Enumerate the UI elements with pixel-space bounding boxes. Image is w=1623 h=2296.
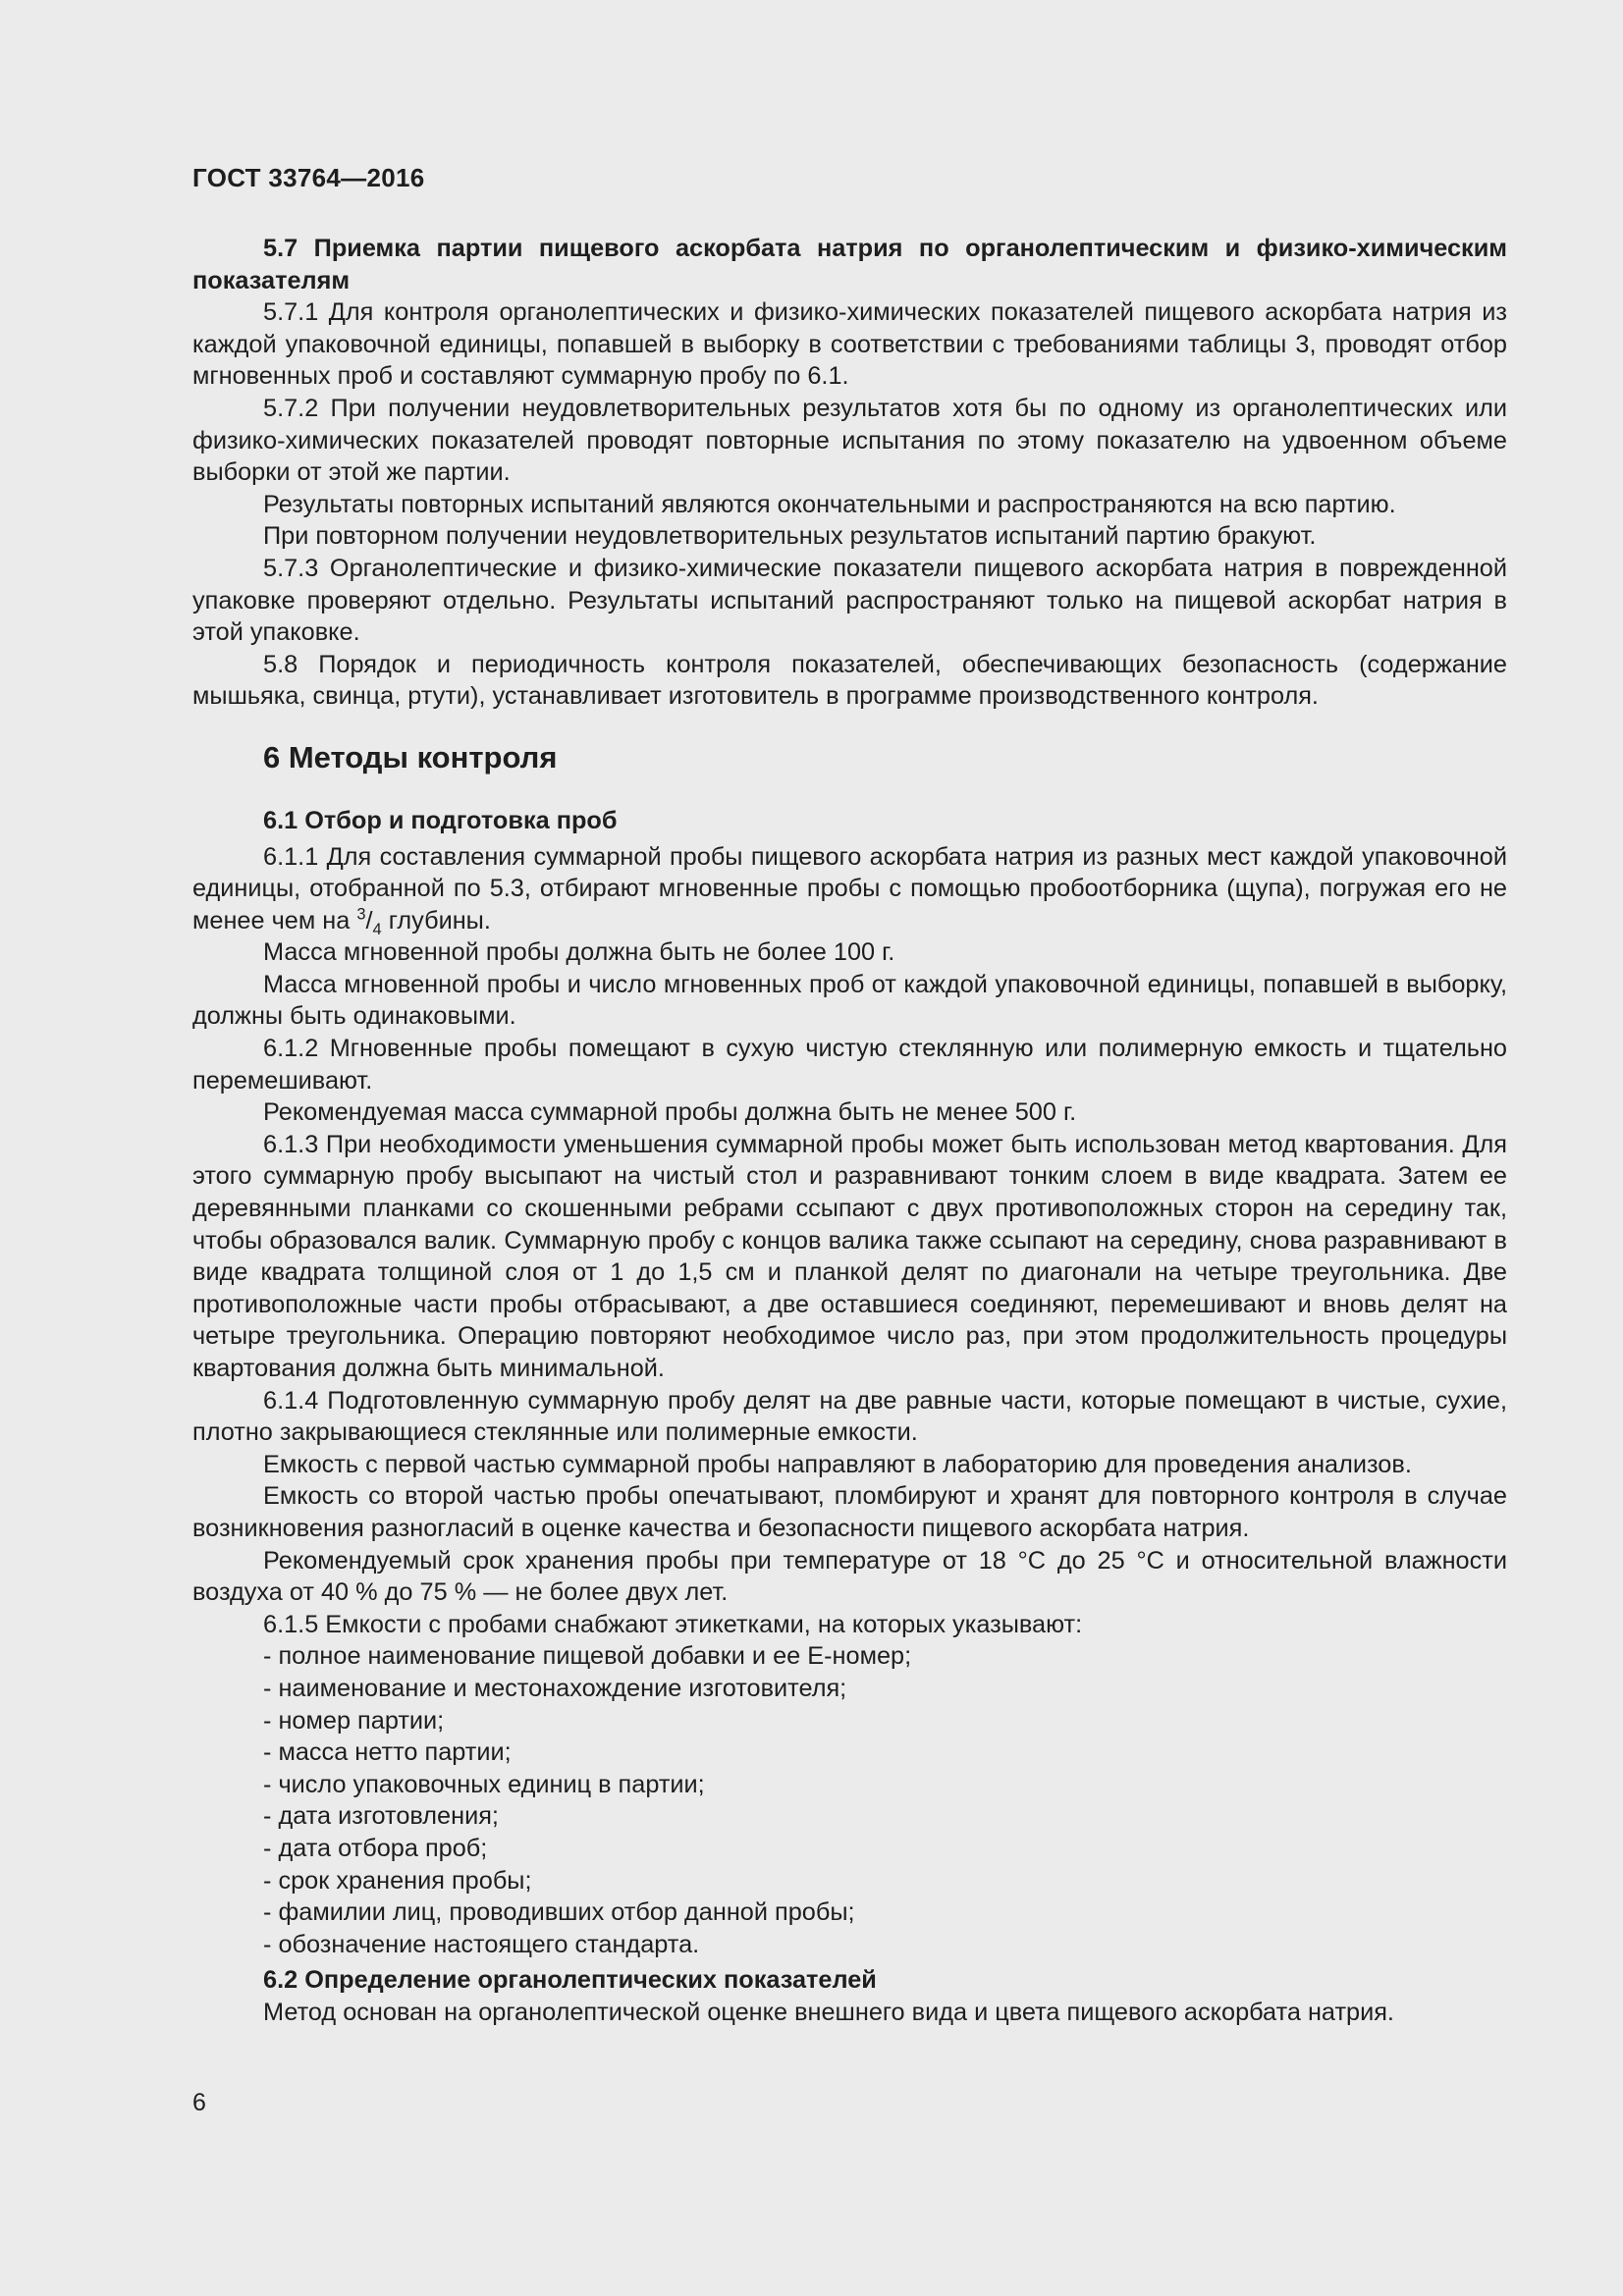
document-header: ГОСТ 33764—2016 xyxy=(192,163,425,192)
list-item: - дата отбора проб; xyxy=(263,1834,488,1862)
list-item: - масса нетто партии; xyxy=(263,1738,512,1767)
paragraph-6-1-2: 6.1.2 Мгновенные пробы помещают в сухую чистую стеклянную или полимерную емкость и тщательно перемешивают. xyxy=(192,1035,1507,1095)
paragraph-6-1-1-end: глубины. xyxy=(388,906,491,934)
paragraph-6-2: Метод основан на органолептической оценке внешнего вида и цвета пищевого аскорбата натрия. xyxy=(263,1998,1394,2026)
paragraph-6-1-5: 6.1.5 Емкости с пробами снабжают этикетками, на которых указывают: xyxy=(263,1610,1083,1638)
fraction-numerator: 3 xyxy=(356,905,366,924)
paragraph-6-1-4-second: Емкость со второй частью пробы опечатывают, пломбируют и хранят для повторного контроля в случае возникновения разногласий в оценке качества и безопасности пищевого аскорбата натрия. xyxy=(192,1482,1507,1542)
section-6-2-heading: 6.2 Определение органолептических показателей xyxy=(263,1966,877,1995)
section-6-1-heading: 6.1 Отбор и подготовка проб xyxy=(263,806,618,834)
fraction-denominator: 4 xyxy=(372,920,382,938)
list-item: - срок хранения пробы; xyxy=(263,1866,532,1895)
paragraph-5-7-2-reject: При повторном получении неудовлетворительных результатов испытаний партию бракуют. xyxy=(263,522,1317,551)
page-number: 6 xyxy=(192,2089,206,2116)
paragraph-5-7-1: 5.7.1 Для контроля органолептических и физико-химических показателей пищевого аскорбата натрия из каждой упаковочной единицы, попавшей в выборку в соответствии с требованиями таблицы 3, проводят отбор мгновенных проб и составляют суммарную пробу по 6.1. xyxy=(192,298,1507,391)
paragraph-5-8: 5.8 Порядок и периодичность контроля показателей, обеспечивающих безопасность (содержание мышьяка, свинца, ртути), устанавливает изготовитель в программе производственного контроля. xyxy=(192,650,1507,711)
paragraph-6-1-4-storage: Рекомендуемый срок хранения пробы при температуре от 18 °С до 25 °С и относительной влажности воздуха от 40 % до 75 % — не более двух лет. xyxy=(192,1546,1507,1607)
paragraph-6-1-1-text: 6.1.1 Для составления суммарной пробы пищевого аскорбата натрия из разных мест каждой упаковочной единицы, отобранной по 5.3, отбирают мгновенные пробы с помощью пробоотборника (щупа), погружая его не менее чем на xyxy=(192,842,1507,934)
list-item: - номер партии; xyxy=(263,1706,445,1735)
paragraph-5-7-2: 5.7.2 При получении неудовлетворительных результатов хотя бы по одному из органолептических или физико-химических показателей проводят повторные испытания по этому показателю на удвоенном объеме выборки от этой же партии. xyxy=(192,394,1507,487)
list-item: - полное наименование пищевой добавки и ее Е-номер; xyxy=(263,1642,912,1671)
paragraph-6-1-1: 6.1.1 Для составления суммарной пробы пищевого аскорбата натрия из разных мест каждой упаковочной единицы, отобранной по 5.3, отбирают мгновенные пробы с помощью пробоотборника (щупа), погружая его не менее чем на $^3/_4$ глубины. xyxy=(192,842,1507,938)
document-body xyxy=(192,233,1507,2028)
section-5-7-heading: 5.7 Приемка партии пищевого аскорбата натрия по органолептическим и физико-химическим показателям xyxy=(192,235,1507,294)
section-6-heading: 6 Методы контроля xyxy=(263,739,558,774)
paragraph-6-1-1-count: Масса мгновенной пробы и число мгновенных проб от каждой упаковочной единицы, попавшей в выборку, должны быть одинаковыми. xyxy=(192,970,1507,1031)
paragraph-5-7-3: 5.7.3 Органолептические и физико-химические показатели пищевого аскорбата натрия в поврежденной упаковке проверяют отдельно. Результаты испытаний распространяют только на пищевой аскорбат натрия в этой упаковке. xyxy=(192,554,1507,647)
paragraph-5-7-2-results: Результаты повторных испытаний являются окончательными и распространяются на всю партию. xyxy=(263,490,1396,518)
paragraph-6-1-1-mass: Масса мгновенной пробы должна быть не более 100 г. xyxy=(263,938,895,967)
list-item: - число упаковочных единиц в партии; xyxy=(263,1770,705,1798)
paragraph-6-1-4-first: Емкость с первой частью суммарной пробы направляют в лабораторию для проведения анализов. xyxy=(263,1450,1412,1478)
paragraph-6-1-3: 6.1.3 При необходимости уменьшения суммарной пробы может быть использован метод квартования. Для этого суммарную пробу высыпают на чистый стол и разравнивают тонким слоем в виде квадрата. Затем ее деревянными планками со скошенными ребрами ссыпают с двух противоположных сторон на середину так, чтобы образовался валик. Суммарную пробу с концов валика также ссыпают на середину, снова разравнивают в виде квадрата толщиной слоя от 1 до 1,5 см и планкой делят по диагонали на четыре треугольника. Две противоположные части пробы отбрасывают, а две оставшиеся соединяют, перемешивают и вновь делят на четыре треугольника. Операцию повторяют необходимое число раз, при этом продолжительность процедуры квартования должна быть минимальной. xyxy=(192,1130,1507,1382)
paragraph-6-1-2-mass: Рекомендуемая масса суммарной пробы должна быть не менее 500 г. xyxy=(263,1098,1077,1127)
list-item: - фамилии лиц, проводивших отбор данной пробы; xyxy=(263,1898,855,1927)
list-item: - наименование и местонахождение изготовителя; xyxy=(263,1674,847,1702)
list-item: - дата изготовления; xyxy=(263,1802,499,1831)
paragraph-6-1-4: 6.1.4 Подготовленную суммарную пробу делят на две равные части, которые помещают в чистые, сухие, плотно закрывающиеся стеклянные или полимерные емкости. xyxy=(192,1386,1507,1447)
list-item: - обозначение настоящего стандарта. xyxy=(263,1930,700,1958)
